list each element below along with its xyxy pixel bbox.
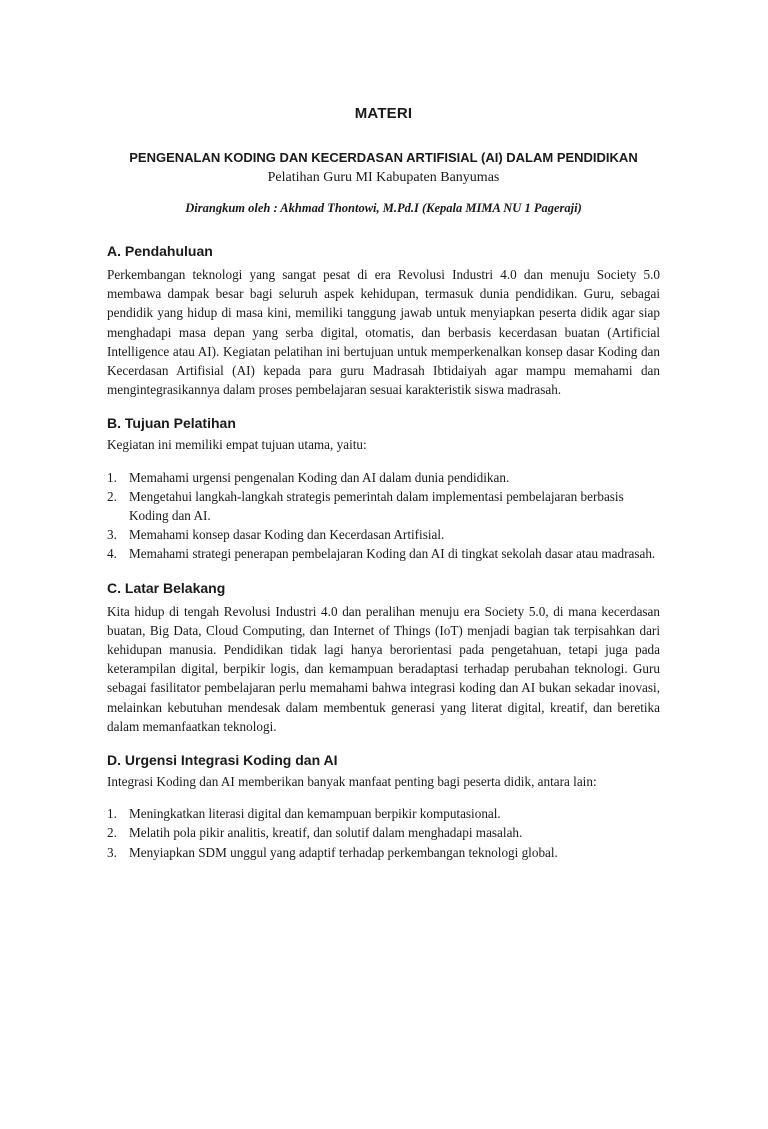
list-item [107, 804, 660, 823]
section-urgensi [107, 750, 660, 862]
list-item [107, 843, 660, 862]
list-item-text: Meningkatkan literasi digital dan kemampuan berpikir komputasional. [129, 806, 501, 822]
list-item-number: 2. [107, 825, 117, 841]
section-body: Perkembangan teknologi yang sangat pesat di era Revolusi Industri 4.0 dan menuju Society 5.0 membawa dampak besar bagi seluruh aspek kehidupan, termasuk dunia pendidikan. Guru, sebagai pendidik yang hidup di masa kini, memiliki tanggung jawab untuk menyiapkan peserta didik agar siap menghadapi masa depan yang serba digital, otomatis, dan berbasis kecerdasan buatan (Artificial Intelligence atau AI). Kegiatan pelatihan ini bertujuan untuk memperkenalkan konsep dasar Koding dan Kecerdasan Artifisial (AI) kepada para guru Madrasah Ibtidaiyah agar mampu memahami dan mengintegrasikannya dalam proses pembelajaran sesuai karakteristik siswa madrasah. [107, 267, 660, 398]
list-item-number: 3. [107, 844, 117, 860]
list-item [107, 468, 660, 487]
section-intro: Kegiatan ini memiliki empat tujuan utama, yaitu: [107, 437, 367, 453]
numbered-list [107, 804, 660, 862]
list-item [107, 544, 660, 563]
list-item-text: Melatih pola pikir analitis, kreatif, dan solutif dalam menghadapi masalah. [129, 825, 523, 841]
list-item [107, 525, 660, 544]
list-item-text: Menyiapkan SDM unggul yang adaptif terhadap perkembangan teknologi global. [129, 844, 558, 860]
document-page [0, 105, 768, 1129]
document-subtitle: PENGENALAN KODING DAN KECERDASAN ARTIFISIAL (AI) DALAM PENDIDIKAN [129, 150, 638, 165]
list-item-number: 1. [107, 806, 117, 822]
list-item [107, 487, 660, 525]
list-item-text: Memahami urgensi pengenalan Koding dan AI dalam dunia pendidikan. [129, 469, 510, 485]
document-subsubtitle: Pelatihan Guru MI Kabupaten Banyumas [267, 170, 500, 185]
list-item-text: Mengetahui langkah-langkah strategis pemerintah dalam implementasi pembelajaran berbasis Koding dan AI. [129, 488, 624, 524]
list-item-number: 4. [107, 546, 117, 562]
list-item-number: 2. [107, 488, 117, 504]
section-body: Kita hidup di tengah Revolusi Industri 4.0 dan peralihan menuju era Society 5.0, di mana kecerdasan buatan, Big Data, Cloud Computing, dan Internet of Things (IoT) menjadi bagian tak terpisahkan dari kehidupan manusia. Pendidikan tidak lagi hanya berorientasi pada pengetahuan, tetapi juga pada keterampilan digital, berpikir logis, dan kemampuan beradaptasi terhadap perubahan teknologi. Guru sebagai fasilitator pembelajaran perlu memahami bahwa integrasi koding dan AI bukan sekadar inovasi, melainkan kebutuhan mendesak dalam membentuk generasi yang literat digital, kreatif, dan beretika dalam memanfaatkan teknologi. [107, 603, 660, 734]
section-heading: D. Urgensi Integrasi Koding dan AI [107, 752, 338, 769]
section-intro: Integrasi Koding dan AI memberikan banyak manfaat penting bagi peserta didik, antara lain: [107, 774, 597, 790]
list-item-text: Memahami strategi penerapan pembelajaran Koding dan AI di tingkat sekolah dasar atau madrasah. [129, 546, 656, 562]
list-item-number: 3. [107, 527, 117, 543]
section-heading: C. Latar Belakang [107, 579, 226, 596]
section-tujuan-pelatihan [107, 413, 660, 563]
document-title: MATERI [354, 105, 413, 122]
section-latar-belakang [107, 578, 660, 736]
list-item [107, 823, 660, 842]
section-pendahuluan [107, 241, 660, 399]
document-author: Dirangkum oleh : Akhmad Thontowi, M.Pd.I (Kepala MIMA NU 1 Pageraji) [185, 201, 582, 215]
section-heading: A. Pendahuluan [107, 243, 213, 259]
section-heading: B. Tujuan Pelatihan [107, 415, 236, 432]
list-item-number: 1. [107, 469, 117, 485]
list-item-text: Memahami konsep dasar Koding dan Kecerdasan Artifisial. [129, 527, 445, 543]
numbered-list [107, 468, 660, 564]
